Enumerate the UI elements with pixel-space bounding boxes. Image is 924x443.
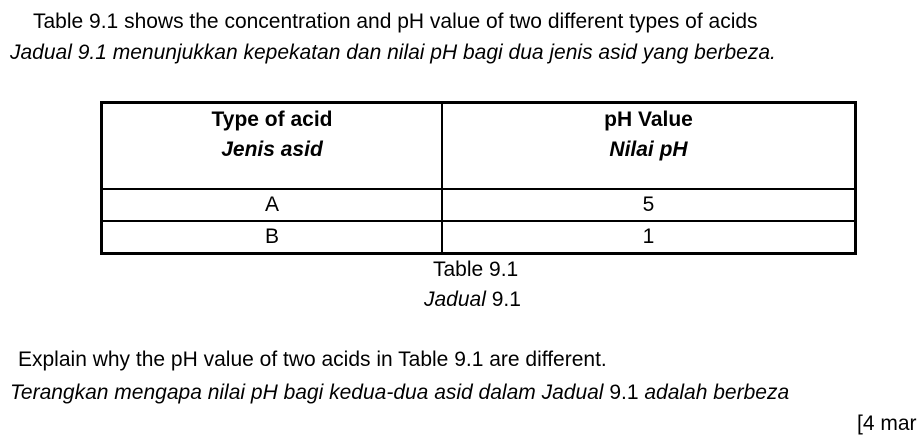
table-row	[102, 221, 855, 253]
ph-value-header-en: pH Value	[604, 108, 693, 131]
question-malay-number: 9.1	[609, 381, 639, 404]
intro-text-english: Table 9.1 shows the concentration and pH value of two different types of acids	[33, 10, 758, 33]
question-text-malay	[10, 381, 789, 405]
marks-label: [4 mar	[857, 412, 917, 435]
caption-malay-number: 9.1	[491, 288, 521, 311]
acid-ph-table	[100, 101, 857, 255]
ph-value-header	[442, 103, 855, 189]
caption-malay-word: Jadual	[424, 288, 486, 311]
table-row	[102, 189, 855, 221]
question-malay-pre: Terangkan mengapa nilai pH bagi kedua-dua asid dalam Jadual	[10, 381, 610, 404]
ph-value-cell: 1	[442, 221, 855, 253]
table-header-row	[102, 103, 855, 189]
type-of-acid-header	[102, 103, 442, 189]
table-caption-english: Table 9.1	[433, 258, 519, 281]
type-of-acid-header-en: Type of acid	[211, 108, 333, 131]
question-malay-post: adalah berbeza	[638, 381, 790, 404]
acid-type-cell: B	[102, 221, 442, 253]
table-caption-malay	[424, 288, 521, 312]
question-text-english: Explain why the pH value of two acids in Table 9.1 are different.	[18, 348, 607, 371]
ph-value-header-ms: Nilai pH	[609, 138, 688, 161]
intro-text-malay: Jadual 9.1 menunjukkan kepekatan dan nilai pH bagi dua jenis asid yang berbeza.	[10, 41, 776, 64]
ph-value-cell: 5	[442, 189, 855, 221]
acid-type-cell: A	[102, 189, 442, 221]
type-of-acid-header-ms: Jenis asid	[221, 138, 323, 161]
